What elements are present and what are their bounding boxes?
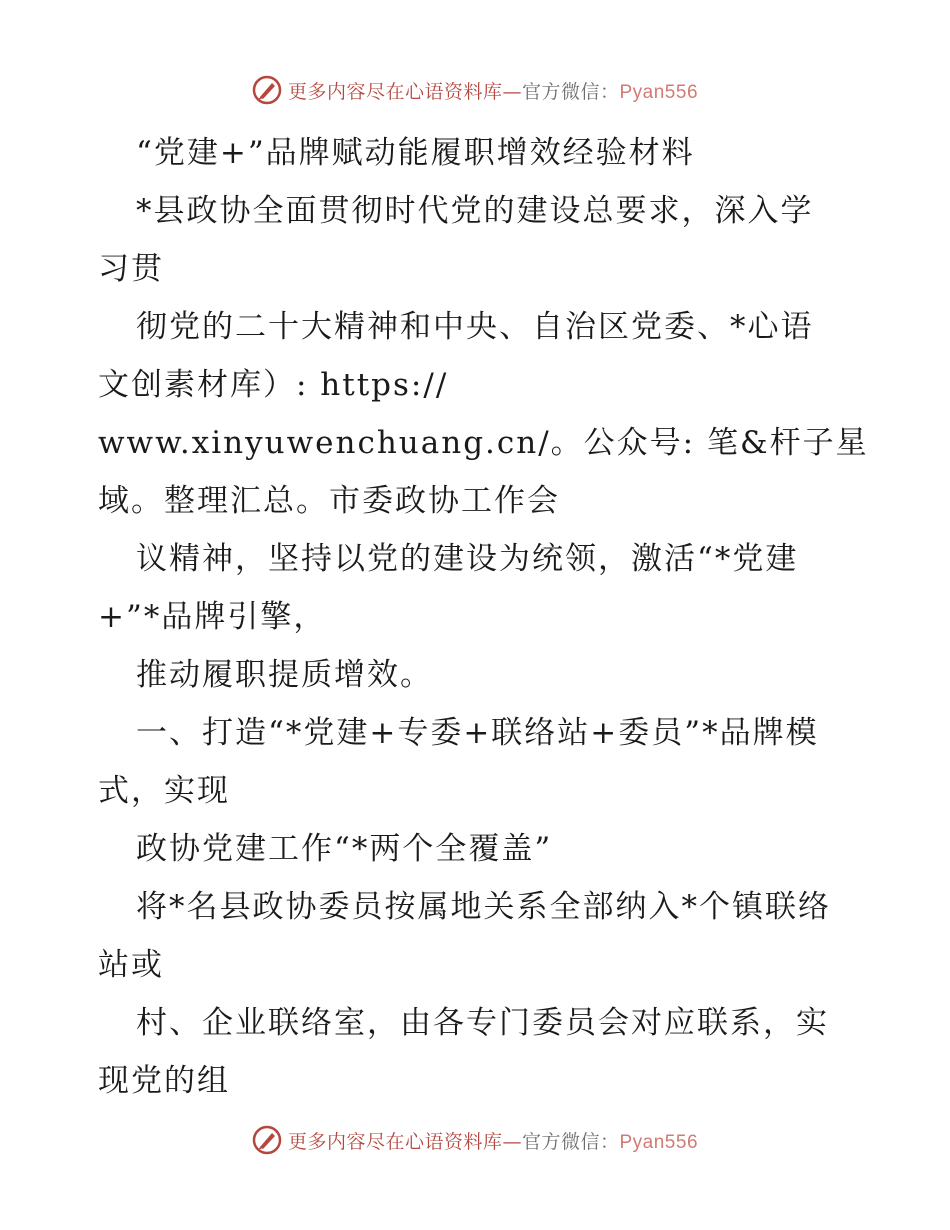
document-title: “党建+”品牌赋动能履职增效经验材料 [136, 135, 695, 171]
paragraph-line: 习贯 [98, 251, 164, 287]
paragraph-line: *县政协全面贯彻时代党的建设总要求，深入学 [136, 193, 814, 229]
banner-text [288, 1127, 698, 1154]
paragraph-line: www.xinyuwenchuang.cn/。公众号: 笔&杆子星 [98, 425, 869, 461]
document-body [98, 124, 869, 1110]
banner-brand: 更多内容尽在心语资料库 [287, 1130, 503, 1153]
pen-logo-icon [252, 75, 282, 105]
paragraph-line: 推动履职提质增效。 [136, 657, 433, 693]
section-heading: 一、打造“*党建+专委+联络站+委员”*品牌模 [136, 715, 819, 751]
banner-wechat-label: 官方微信： [521, 1130, 620, 1153]
banner-text [288, 77, 698, 104]
paragraph-line: 彻党的二十大精神和中央、自治区党委、*心语 [136, 309, 814, 345]
paragraph-line: 村、企业联络室，由各专门委员会对应联系，实 [136, 1005, 829, 1041]
paragraph-line: 站或 [98, 947, 164, 983]
footer-banner [0, 1120, 950, 1160]
header-banner [0, 70, 950, 110]
banner-wechat-id: Pyan556 [619, 1131, 699, 1153]
paragraph-line: 式，实现 [98, 773, 230, 809]
paragraph-line: 将*名县政协委员按属地关系全部纳入*个镇联络 [136, 889, 831, 925]
paragraph-line: 文创素材库）: https:// [98, 367, 449, 403]
banner-dash: — [502, 80, 522, 103]
paragraph-line: 现党的组 [98, 1063, 230, 1099]
paragraph-line: 议精神，坚持以党的建设为统领，激活“*党建 [136, 541, 799, 577]
paragraph-line: 政协党建工作“*两个全覆盖” [136, 831, 553, 867]
banner-brand: 更多内容尽在心语资料库 [287, 80, 503, 103]
paragraph-line: +”*品牌引擎， [98, 599, 327, 635]
banner-wechat-id: Pyan556 [619, 81, 699, 103]
paragraph-line: 域。整理汇总。市委政协工作会 [98, 483, 560, 519]
banner-wechat-label: 官方微信： [521, 80, 620, 103]
banner-dash: — [502, 1130, 522, 1153]
pen-logo-icon [252, 1125, 282, 1155]
